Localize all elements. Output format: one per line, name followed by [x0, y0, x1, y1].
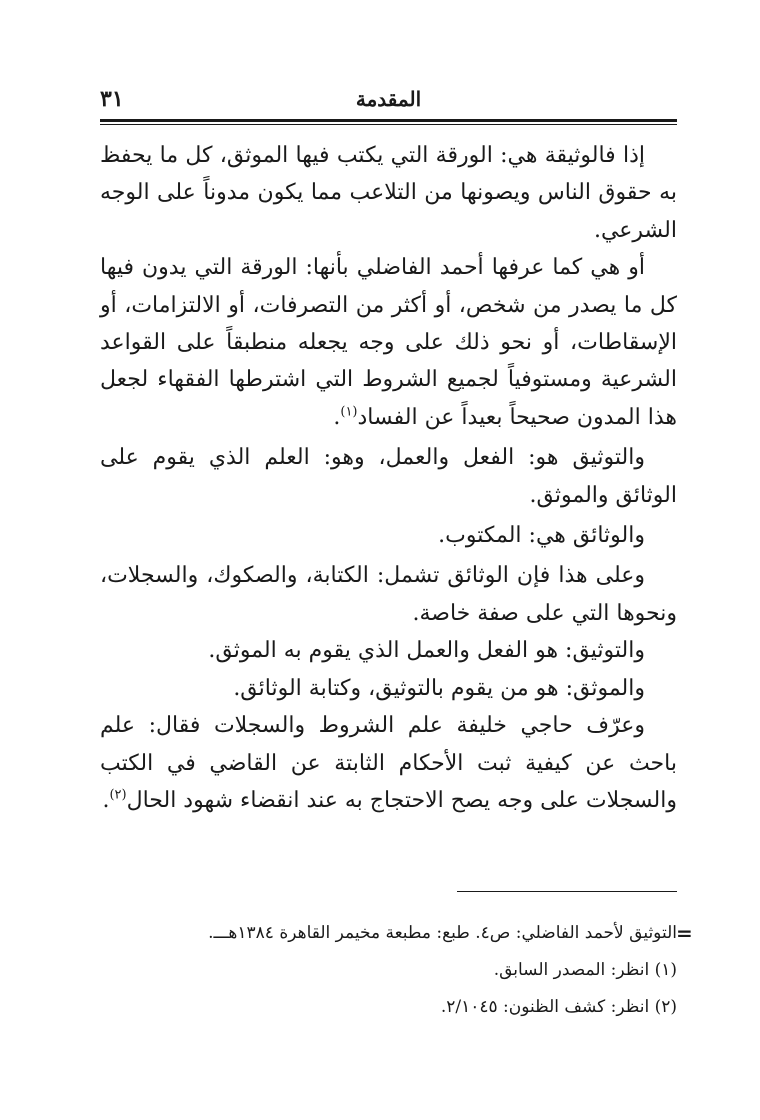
paragraph-2-text: أو هي كما عرفها أحمد الفاضلي بأنها: الورقة التي يدون فيها كل ما يصدر من شخص، أو أكثر من التصرفات، أو الالتزامات، أو الإسقاطات، أو نحو ذلك على وجه يجعله منطبقاً على القواعد الشرعية ومستوفياً لجميع الشروط التي اشترطها الفقهاء لجعل هذا المدون صحيحاً بعيداً عن الفساد — [100, 255, 677, 430]
footnote-ref-2: (٢) — [109, 787, 127, 803]
paragraph-5: وعلى هذا فإن الوثائق تشمل: الكتابة، والصكوك، والسجلات، ونحوها التي على صفة خاصة. — [100, 563, 677, 626]
footnote-separator — [457, 891, 677, 892]
paragraph-4: والوثائق هي: المكتوب. — [438, 523, 645, 549]
paragraph-2-end: . — [333, 404, 341, 430]
page-number: ٣١ — [100, 86, 124, 112]
footnote-continuation: التوثيق لأحمد الفاضلي: ص٤. طبع: مطبعة مخيمر القاهرة ١٣٨٤هـــ. — [208, 923, 677, 943]
paragraph-8-text: وعرّف حاجي خليفة علم الشروط والسجلات فقال: علم باحث عن كيفية ثبت الأحكام الثابتة عن القاضي في الكتب والسجلات على وجه يصح الاحتجاج به عند انقضاء شهود الحال — [100, 713, 677, 813]
paragraph-2 — [100, 249, 677, 436]
footnote-2: (٢) انظر: كشف الظنون: ٢/١٠٤٥. — [440, 997, 677, 1017]
page-header — [100, 82, 677, 118]
paragraph-1: إذا فالوثيقة هي: الورقة التي يكتب فيها الموثق، كل ما يحفظ به حقوق الناس ويصونها من التلاعب مما يكون مدوناً على الوجه الشرعي. — [100, 143, 677, 243]
paragraph-7: والموثق: هو من يقوم بالتوثيق، وكتابة الوثائق. — [233, 675, 645, 701]
paragraph-3: والتوثيق هو: الفعل والعمل، وهو: العلم الذي يقوم على الوثائق والموثق. — [100, 445, 677, 508]
footnote-ref-1: (١) — [340, 404, 358, 420]
page-title: المقدمة — [355, 87, 422, 111]
header-rule-thin — [100, 124, 677, 125]
paragraph-8 — [100, 707, 677, 819]
paragraph-6: والتوثيق: هو الفعل والعمل الذي يقوم به الموثق. — [208, 638, 645, 664]
header-rule-thick — [100, 119, 677, 122]
paragraph-8-end: . — [102, 787, 110, 813]
footnote-continuation-mark: = — [676, 921, 693, 945]
footnote-1: (١) انظر: المصدر السابق. — [493, 960, 677, 980]
main-text — [100, 137, 677, 819]
footnotes — [100, 918, 677, 1029]
